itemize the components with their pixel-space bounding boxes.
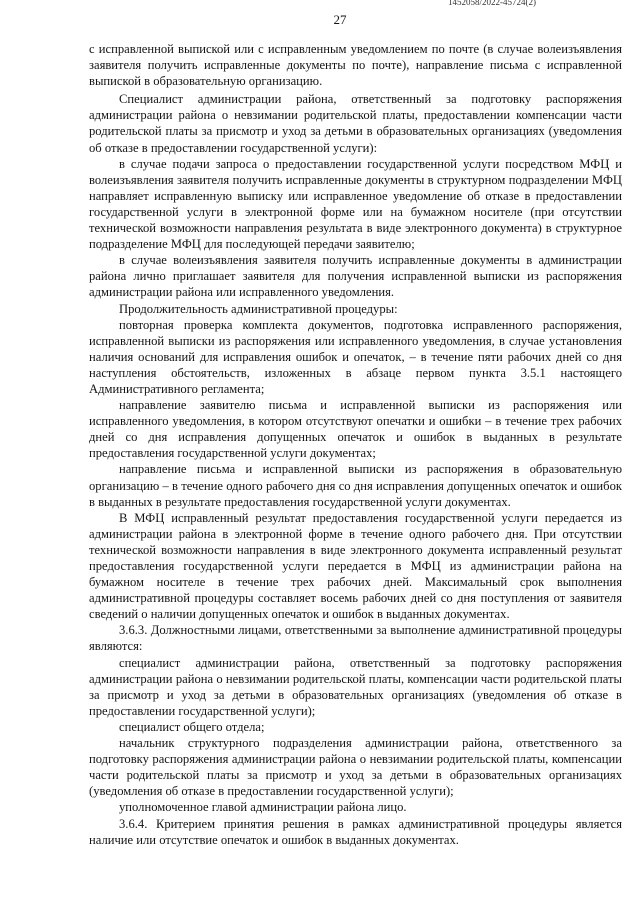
paragraph: в случае подачи запроса о предоставлении государственной услуги посредством МФЦ и волеизъявления заявителя получить исправленные документы в структурном подразделении МФЦ направляет исправленную выписку или исправленное уведомление об отказе в предоставлении государственной услуги в электронной форме или на бумажном носителе (при отсутствии технической возможности направления результата в виде электронного документа) в структурное подразделение МФЦ для последующей передачи заявителю; [89, 156, 622, 252]
document-body [89, 41, 622, 848]
paragraph: начальник структурного подразделения администрации района, ответственного за подготовку распоряжения администрации района о невзимании родительской платы, компенсации части родительской платы за присмотр и уход за детьми в образовательных организациях (уведомления об отказе в предоставлении государственной услуги); [89, 736, 622, 799]
paragraph: направление заявителю письма и исправленной выписки из распоряжения или исправленного уведомления, в котором отсутствуют опечатки и ошибки – в течение трех рабочих дней со дня исправления допущенных опечаток и ошибок в выданных в результате предоставления государственной услуги документах; [89, 398, 622, 461]
paragraph: в случае волеизъявления заявителя получить исправленные документы в администрации района лично приглашает заявителя для получения исправленной выписки из распоряжения администрации района или исправленного уведомления. [89, 253, 622, 300]
paragraph: специалист администрации района, ответственный за подготовку распоряжения администрации района о невзимании родительской платы, компенсации части родительской платы за присмотр и уход за детьми в образовательных организациях (уведомления об отказе в предоставлении государственной услуги); [89, 655, 622, 718]
paragraph-continuation: с исправленной выпиской или с исправленным уведомлением по почте (в случае волеизъявления заявителя получить исправленные документы по почте), направление письма с исправленной выпиской в образовательную организацию. [89, 42, 622, 89]
paragraph: уполномоченное главой администрации района лицо. [119, 800, 407, 815]
paragraph: 3.6.4. Критерием принятия решения в рамках административной процедуры является наличие или отсутствие опечаток и ошибок в выданных документах. [89, 816, 622, 847]
document-number: 1452058/2022-45724(2) [448, 0, 536, 7]
paragraph: В МФЦ исправленный результат предоставления государственной услуги передается из администрации района в электронной форме в течение одного рабочего дня. При отсутствии технической возможности направления в виде электронного документа исправленный результат предоставления государственной услуги передается в МФЦ из администрации района на бумажном носителе в течение трех рабочих дней. Максимальный срок выполнения административной процедуры составляет восемь рабочих дней со дня поступления от заявителя сведений о наличии допущенных опечаток и ошибок в выданных документах. [89, 510, 622, 622]
paragraph: специалист общего отдела; [119, 719, 265, 734]
paragraph: направление письма и исправленной выписки из распоряжения в образовательную организацию – в течение одного рабочего дня со дня исправления допущенных опечаток и ошибок в выданных в результате предоставления государственной услуги документах. [89, 462, 622, 509]
page-number: 27 [333, 12, 347, 27]
paragraph: Продолжительность административной процедуры: [119, 301, 398, 316]
paragraph: Специалист администрации района, ответственный за подготовку распоряжения администрации района о невзимании родительской платы, предоставлении компенсации части родительской платы за присмотр и уход за детьми в образовательных организациях (уведомления об отказе в предоставлении государственной услуги): [89, 92, 622, 155]
paragraph: повторная проверка комплекта документов, подготовка исправленного распоряжения, исправленной выписки из распоряжения или исправленного уведомления, в случае установления наличия оснований для исправления ошибок и опечаток, – в течение пяти рабочих дней со дня наступления обстоятельств, изложенных в абзаце первом пункта 3.5.1 настоящего Административного регламента; [89, 317, 622, 396]
paragraph: 3.6.3. Должностными лицами, ответственными за выполнение административной процедуры являются: [89, 623, 622, 654]
